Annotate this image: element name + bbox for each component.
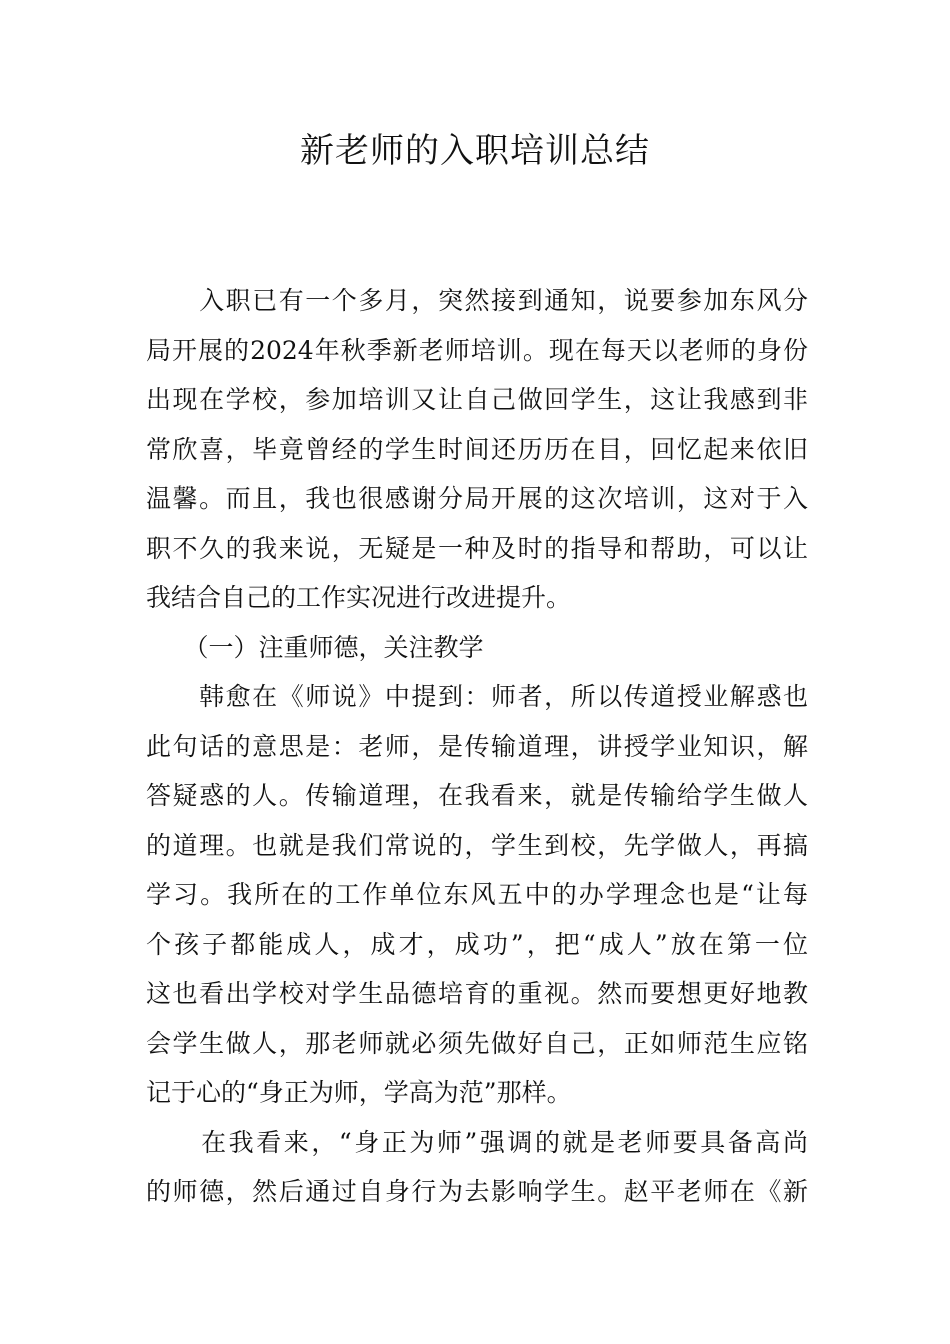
text-line: 韩愈在《师说》中提到：师者，所以传道授业解惑也 <box>146 682 808 711</box>
text-line: 温馨。而且，我也很感谢分局开展的这次培训，这对于入 <box>146 484 808 513</box>
text-line: 学习。我所在的工作单位东风五中的办学理念也是“让每 <box>146 880 808 909</box>
text-line: 答疑惑的人。传输道理，在我看来，就是传输给学生做人 <box>146 781 808 810</box>
text-line: 个孩子都能成人，成才，成功”，把“成人”放在第一位 <box>146 929 808 959</box>
text-line: 局开展的2024年秋季新老师培训。现在每天以老师的身份 <box>146 335 808 365</box>
text-line: 职不久的我来说，无疑是一种及时的指导和帮助，可以让 <box>146 533 808 563</box>
text-line: 我结合自己的工作实况进行改进提升。 <box>146 583 572 612</box>
document-title: 新老师的入职培训总结 <box>300 131 650 171</box>
text-line: 的道理。也就是我们常说的，学生到校，先学做人，再搞 <box>146 830 808 860</box>
text-line: （一）注重师德，关注教学 <box>146 632 484 662</box>
text-line: 在我看来，“身正为师”强调的就是老师要具备高尚 <box>146 1127 808 1157</box>
text-line: 出现在学校，参加培训又让自己做回学生，这让我感到非 <box>146 385 808 414</box>
text-line: 会学生做人，那老师就必须先做好自己，正如师范生应铭 <box>146 1028 808 1058</box>
text-line: 记于心的“身正为师，学高为范”那样。 <box>146 1078 572 1107</box>
text-line: 此句话的意思是：老师，是传输道理，讲授学业知识，解 <box>146 731 808 761</box>
document-body <box>146 276 808 1217</box>
text-line: 常欣喜，毕竟曾经的学生时间还历历在目，回忆起来依旧 <box>146 434 808 464</box>
text-line: 入职已有一个多月，突然接到通知，说要参加东风分 <box>146 286 808 315</box>
text-line: 的师德，然后通过自身行为去影响学生。赵平老师在《新 <box>146 1177 808 1206</box>
text-line: 这也看出学校对学生品德培育的重视。然而要想更好地教 <box>146 979 808 1008</box>
